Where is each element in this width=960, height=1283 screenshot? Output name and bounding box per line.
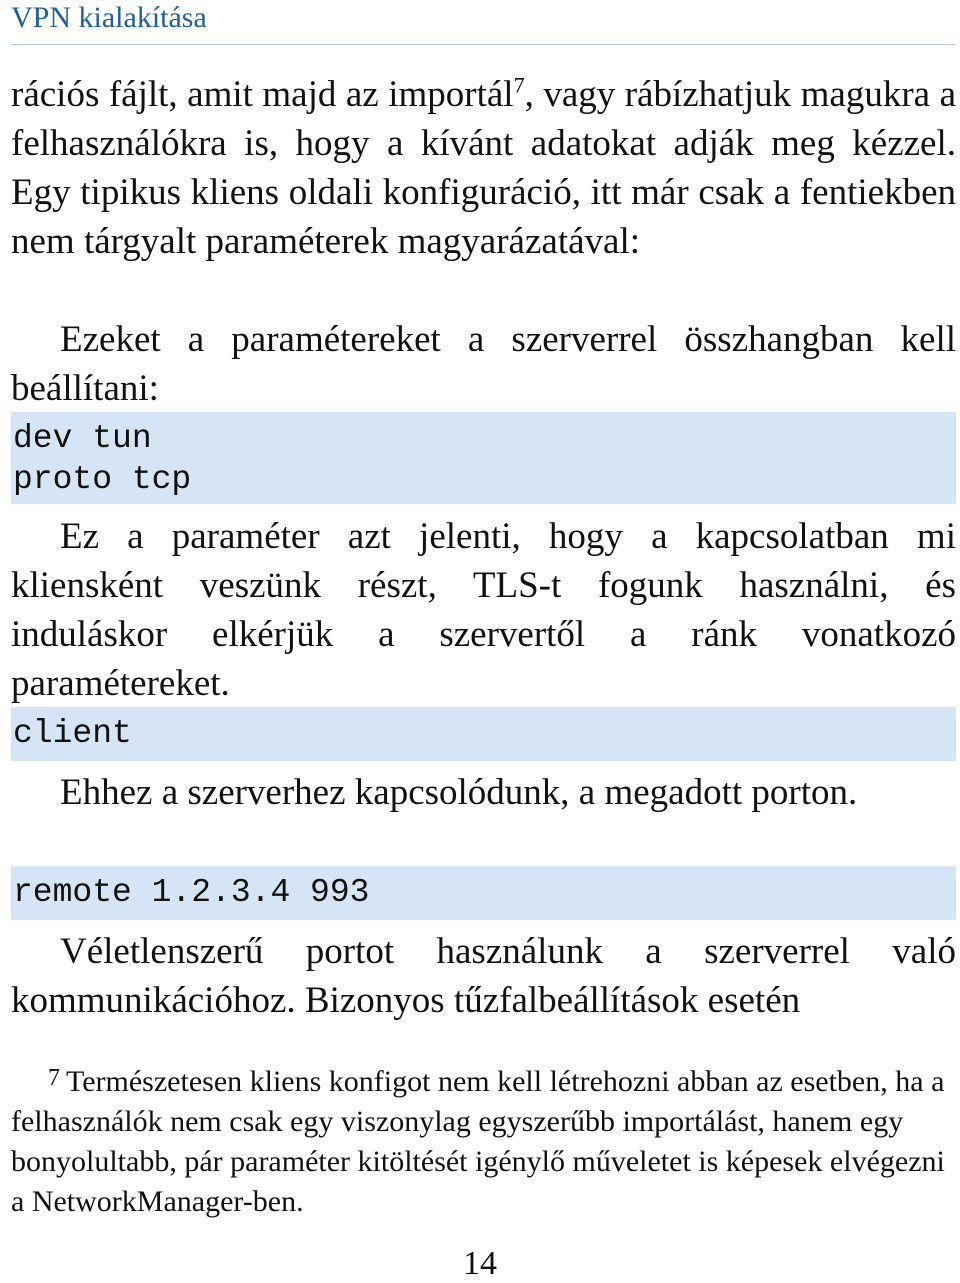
code-line: client: [13, 715, 132, 752]
paragraph-remote-desc: Ehhez a szerverhez kapcsolódunk, a megadott porton.: [60, 772, 858, 813]
paragraph-intro-text-a: rációs fájlt, amit majd az importál: [11, 74, 514, 115]
page-number: 14: [463, 1245, 497, 1282]
running-header-title: VPN kialakítása: [11, 1, 207, 34]
code-line: dev tun: [13, 420, 152, 457]
footnote-reference-mark[interactable]: 7: [513, 72, 525, 98]
footnote-number: 7: [48, 1065, 60, 1091]
code-block-client: [11, 707, 956, 761]
paragraph-client-param: Ez a paraméter azt jelenti, hogy a kapcsolatban mi kliensként veszünk részt, TLS-t fogunk használni, és induláskor elkérjük a szervertől a ránk vonatkozó paramétereket.: [11, 516, 956, 704]
footnote-text: Természetesen kliens konfigot nem kell létrehozni abban az esetben, ha a felhasználók nem csak egy viszonylag egyszerűbb importálást, hanem egy bonyolultabb, pár paraméter kitöltését igénylő műveletet is képesek elvégezni a NetworkManager-ben.: [11, 1065, 945, 1218]
code-block-remote: [11, 866, 956, 920]
code-line: proto tcp: [13, 461, 192, 498]
paragraph-intro: [11, 70, 956, 266]
paragraph-intro-text-b: , vagy rábízhatjuk magukra a felhasználókra is, hogy a kívánt adatokat adják meg kézzel. Egy tipikus kliens oldali konfiguráció, itt már csak a fentiekben nem tárgyalt paraméterek magyarázatával:: [11, 74, 956, 262]
code-block-dev-proto: [11, 412, 956, 504]
paragraph-random-port: Véletlenszerű portot használunk a szerverrel való kommunikációhoz. Bizonyos tűzfalbeállítások esetén: [11, 931, 956, 1021]
paragraph-server-params: Ezeket a paramétereket a szerverrel összhangban kell beállítani:: [11, 319, 956, 409]
header-rule: [11, 44, 956, 45]
footnote: [11, 1058, 956, 1222]
code-line: remote 1.2.3.4 993: [13, 874, 370, 911]
